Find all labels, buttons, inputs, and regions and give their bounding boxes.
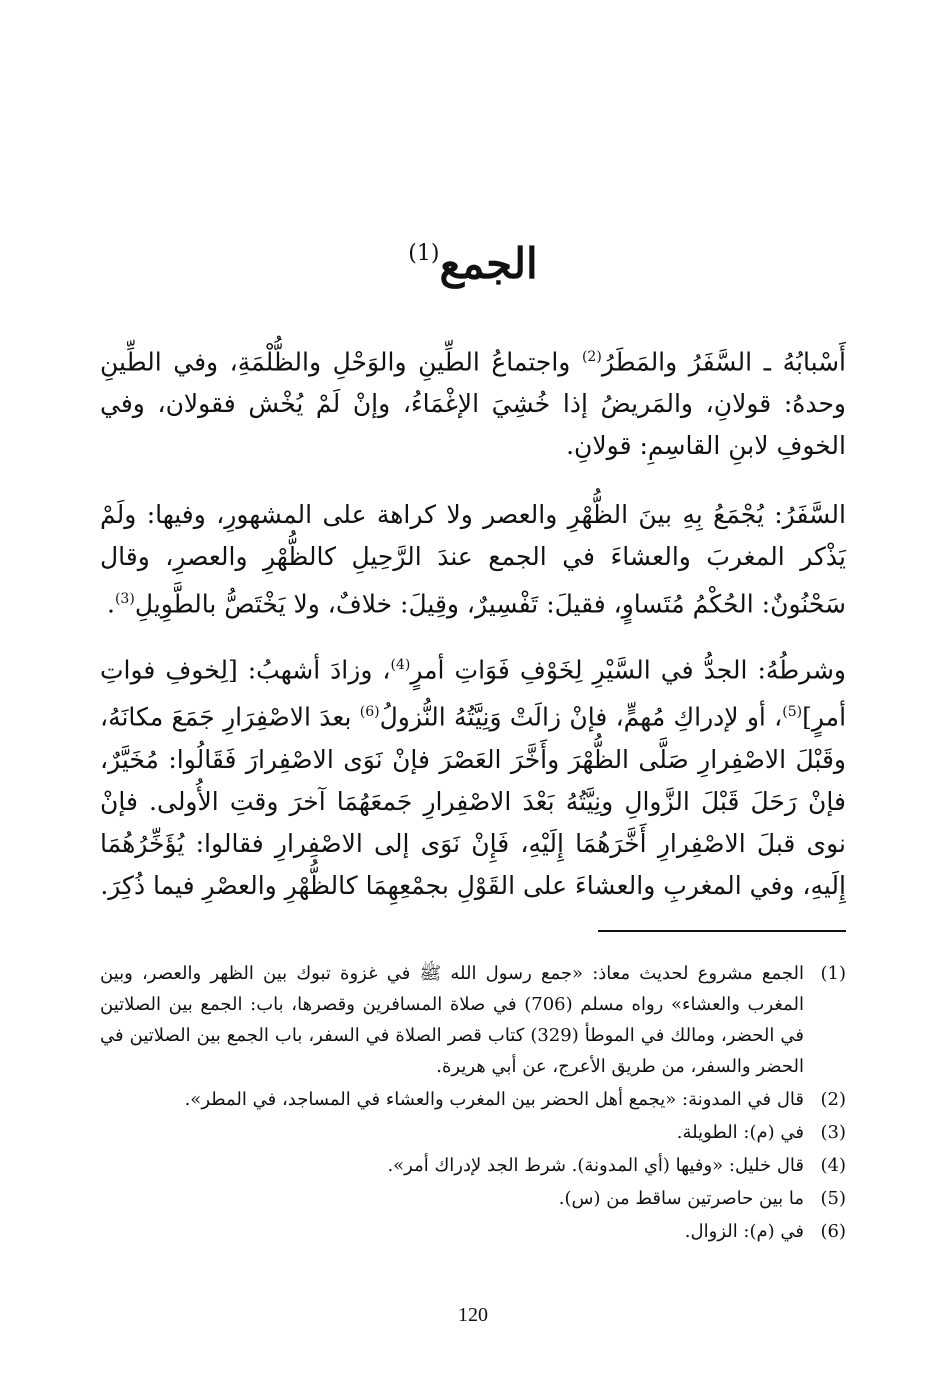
paragraph-text: ، وزادَ أشهبُ: [لِخوفِ فواتِ أمرٍ]: [100, 655, 847, 732]
footnote-ref-6: (6): [359, 704, 380, 721]
footnote-text: قال خليل: «وفيها (أي المدونة). شرط الجد لإدراك أمر».: [387, 1155, 804, 1176]
footnote-item: [100, 1117, 846, 1148]
footnote-item: [100, 1084, 846, 1115]
footnote-ref-5: (5): [782, 704, 803, 721]
paragraph-text: بعدَ الاصْفِرَارِ جَمَعَ مكانَهُ، وقَبْلَ الاصْفِرارِ صَلَّى الظُّهْرَ وأَخَّرَ العَصْرَ فإنْ نَوَى الاصْفِرارَ فَقَالُوا: مُخَيَّرٌ، فإنْ رَحَلَ قَبْلَ الزَّوالِ ونِيَّتُهُ بَعْدَ الاصْفِرارِ جَمعَهُمَا آخرَ وقتِ الأُولى. فإنْ نوى قبلَ الاصْفِرارِ أَخَّرَهُمَا إِلَيْهِ، فَإِنْ نَوَى إلى الاصْفِرارِ فقالوا: يُؤَخِّرُهُمَا إِلَيهِ، وفي المغربِ والعشاءَ على القَوْلِ بجمْعِهِمَا كالظُّهْرِ والعصْرِ فيما ذُكِرَ.: [100, 702, 846, 900]
footnote-text: في (م): الزوال.: [684, 1221, 804, 1242]
paragraph-text: واجتماعُ الطِّينِ والوَحْلِ والظُّلْمَةِ، وفي الطِّينِ وحدهُ: قولانِ، والمَريضُ إذا خُشِيَ الإغْمَاءُ، وإنْ لَمْ يُخْش فقولان، وفي الخوفِ لابنِ القاسِمِ: قولانِ.: [100, 347, 846, 461]
footnote-number: (1): [820, 963, 846, 984]
footnote-number: (3): [820, 1122, 846, 1143]
chapter-title: [0, 224, 946, 294]
footnote-number: (6): [820, 1221, 846, 1242]
page-number: 120: [458, 1304, 488, 1326]
paragraph-text: وشرطُهُ: الجدُّ في السَّيْرِ لِخَوْفِ فَوَاتِ أمرٍ: [410, 655, 846, 685]
paragraph-causes: [100, 336, 846, 467]
footnote-divider: [598, 930, 846, 932]
footnote-text: قال في المدونة: «يجمع أهل الحضر بين المغرب والعشاء في المساجد، في المطر».: [184, 1089, 804, 1110]
footnote-ref-3: (3): [114, 591, 135, 607]
footnote-number: (4): [820, 1155, 846, 1176]
footnote-text: ما بين حاصرتين ساقط من (س).: [558, 1188, 804, 1209]
footnote-text: في (م): الطويلة.: [676, 1122, 804, 1143]
paragraph-text: ، أو لإدراكِ مُهمٍّ، فإنْ زالَتْ وَنِيَّتُهُ النُّزولُ: [379, 702, 783, 732]
paragraph-text: .: [107, 589, 115, 619]
chapter-title-text: الجمع: [439, 239, 538, 289]
footnote-text: الجمع مشروع لحديث معاذ: «جمع رسول الله ﷺ في غزوة تبوك بين الظهر والعصر، وبين المغرب والعشاء» رواه مسلم (706) في صلاة المسافرين وقصرها، باب: الجمع بين الصلاتين في الحضر، ومالك في الموطأ (329) كتاب قصر الصلاة في السفر، باب الجمع بين الصلاتين في الحضر والسفر، من طريق الأعرج، عن أبي هريرة.: [100, 963, 804, 1077]
paragraph-text: أَسْبابُهُ ـ السَّفَرُ والمَطَرُ: [601, 347, 847, 377]
paragraph-text: السَّفَرُ: يُجْمَعُ بِهِ بينَ الظُّهْرِ والعصر ولا كراهة على المشهورِ، وفيها: ولَمْ يَذْكر المغربَ والعشاءَ في الجمع عندَ الرَّحِيلِ كالظُّهْرِ والعصرِ، وقال سَحْنُونٌ: الحُكْمُ مُتَساوٍ، فقيلَ: تَفْسِيرٌ، وقِيلَ: خلافٌ، ولا يَخْتَصُّ بالطَّوِيلِ: [100, 500, 846, 619]
footnote-ref-2: (2): [581, 349, 602, 365]
footnote-item: [100, 1150, 846, 1181]
footnote-number: (5): [820, 1188, 846, 1209]
footnote-item: [100, 1183, 846, 1214]
paragraph-travel: [100, 494, 846, 625]
footnote-item: [100, 1216, 846, 1247]
footnote-number: (2): [820, 1089, 846, 1110]
paragraph-condition: [100, 644, 846, 907]
footnote-ref-1: (1): [408, 241, 440, 267]
footnote-ref-4: (4): [390, 657, 411, 673]
footnotes-list: [100, 958, 846, 1249]
footnote-item: [100, 958, 846, 1082]
